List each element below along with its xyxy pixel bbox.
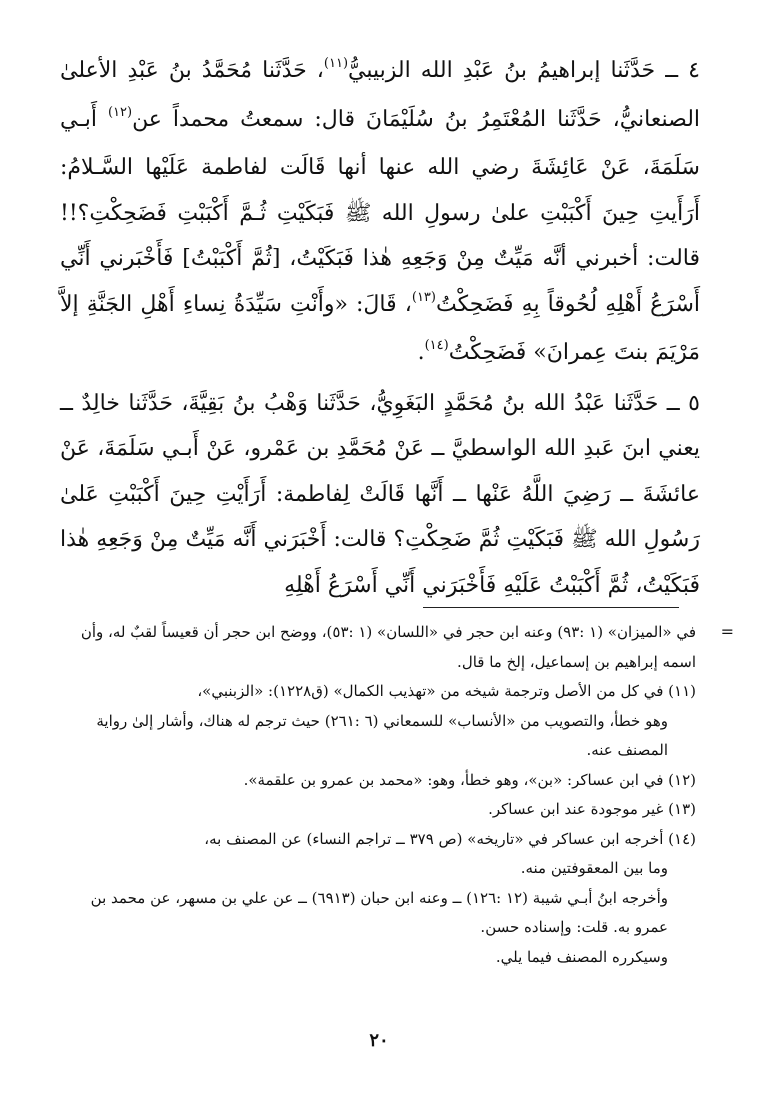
footnotes (70, 618, 734, 972)
main-text (60, 48, 700, 608)
page-number: ٢٠ (369, 1030, 389, 1051)
hadith-4-text: ، قَالَ: «وأَنْتِ سَيِّدَةُ نِساءِ أَهْلِ الجَنَّةِ إلاَّ مَرْيَمَ بنتَ عِمرانَ» فَضَحِكْتُ (60, 291, 700, 365)
continuation-mark: = (720, 622, 734, 641)
footnote-12 (70, 766, 696, 796)
footnote-ref-12: (١٢) (107, 104, 133, 120)
footnote-ref-14: (١٤) (424, 338, 449, 353)
hadith-4-text: أَبـي سَلَمَةَ، عَنْ عَائِشَةَ رضي الله عنها أنها قَالَت لفاطمة عَلَيْها السَّـلامُ: أَرَأَيتِ حِينَ أَكْبَبْتِ علىٰ رسولِ الله ﷺ فَبَكَيْتِ ثُـمَّ أَكْبَبْتِ فَضَحِكْتِ؟!! قالت: أخبرني أنَّه مَيِّتٌ مِنْ وَجَعِهِ هٰذا فَبَكَيْتُ، [ثُمَّ أَكْبَبْتُ] فَأَخْبَرني أَنِّي أَسْرَعُ أَهْلِهِ لُحُوقاً بِهِ فَضَحِكْتُ (60, 106, 700, 317)
hadith-5-text: ٥ ــ حَدَّثَنا عَبْدُ الله بنُ مُحَمَّدٍ البَغَوِيُّ، حَدَّثَنا وَهْبُ بنُ بَقِيَّةَ، حَدَّثَنا خالِدٌ ــ يعني ابنَ عَبدِ الله الواسطيَّ ــ عَنْ مُحَمَّدِ بن عَمْرو، عَنْ أَبـي سَلَمَةَ، عَنْ عائشَةَ ــ رَضِيَ اللَّهُ عَنْها ــ أَنَّها قَالَتْ لِفاطمة: أَرَأَيْتِ حِينَ أَكْبَبْتِ عَلىٰ رَسُولِ الله ﷺ فَبَكَيْتِ ثُمَّ ضَحِكْتِ؟ قالت: أَخْبَرَني أَنَّه مَيِّتٌ مِنْ وَجَعِهِ هٰذا فَبَكَيْتُ، ثُمَّ أَكْبَبْتُ عَلَيْهِ فَأَخْبَرَني أَنِّي أَسْرَعُ أَهْلِهِ (60, 390, 700, 598)
hadith-4-text: ٤ ــ حَدَّثَنا إبراهيمُ بنُ عَبْدِ الله الزبيبيُّ (348, 58, 700, 83)
footnote-separator (423, 607, 679, 608)
footnote-11 (70, 677, 696, 766)
footnote-ref-11: (١١) (323, 56, 349, 71)
footnote-text: (١٣) غير موجودة عند ابن عساكر. (488, 800, 696, 818)
footnote-13 (70, 795, 696, 825)
footnote-text: وسيكرره المصنف فيما يلي. (495, 947, 668, 966)
footnote-text: في «الميزان» (١ :٩٣) وعنه ابن حجر في «اللسان» (١ :٥٣)، ووضح ابن حجر أن قعيساً لقبٌ له، وأن اسمه إبراهيم بن إسماعيل، إلخ ما قال. (80, 623, 696, 671)
hadith-5 (60, 381, 700, 609)
footnote-text: (١٤) أخرجه ابن عساكر في «تاريخه» (ص ٣٧٩ ــ تراجم النساء) عن المصنف به، (204, 829, 696, 848)
hadith-4-text: . (417, 340, 425, 365)
hadith-4-text: ، حَدَّثَنا مُحَمَّدُ بنُ عَبْدِ الأعلىٰ الصنعانيُّ، حَدَّثَنا المُعْتَمِرُ بنُ سُلَيْمَانَ قال: سمعتُ محمداً عن (60, 58, 701, 132)
hadith-4 (60, 48, 700, 379)
footnote-text: وما بين المعقوفتين منه. (520, 859, 668, 877)
footnote-text: (١١) في كل من الأصل وترجمة شيخه من «تهذيب الكمال» (ق١٢٢٨): «الزبنبي»، (197, 682, 696, 700)
footnote-14 (70, 825, 696, 973)
footnote-continuation (70, 618, 734, 677)
footnote-ref-13: (١٣) (411, 289, 436, 305)
footnote-text: وهو خطأ، والتصويب من «الأنساب» للسمعاني (٦ :٢٦١) حيث ترجم له هناك، وأشار إلىٰ رواية المصنف عنه. (96, 711, 668, 759)
footnote-text: وأخرجه ابنُ أبـي شيبة (١٢ :١٢٦) ــ وعنه ابن حبان (٦٩١٣) ــ عن علي بن مسهر، عن محمد بن عمرو به. قلت: وإسناده حسن. (90, 888, 668, 936)
footnote-text: (١٢) في ابن عساكر: «بن»، وهو خطأ، وهو: «محمد بن عمرو بن علقمة». (243, 770, 696, 789)
